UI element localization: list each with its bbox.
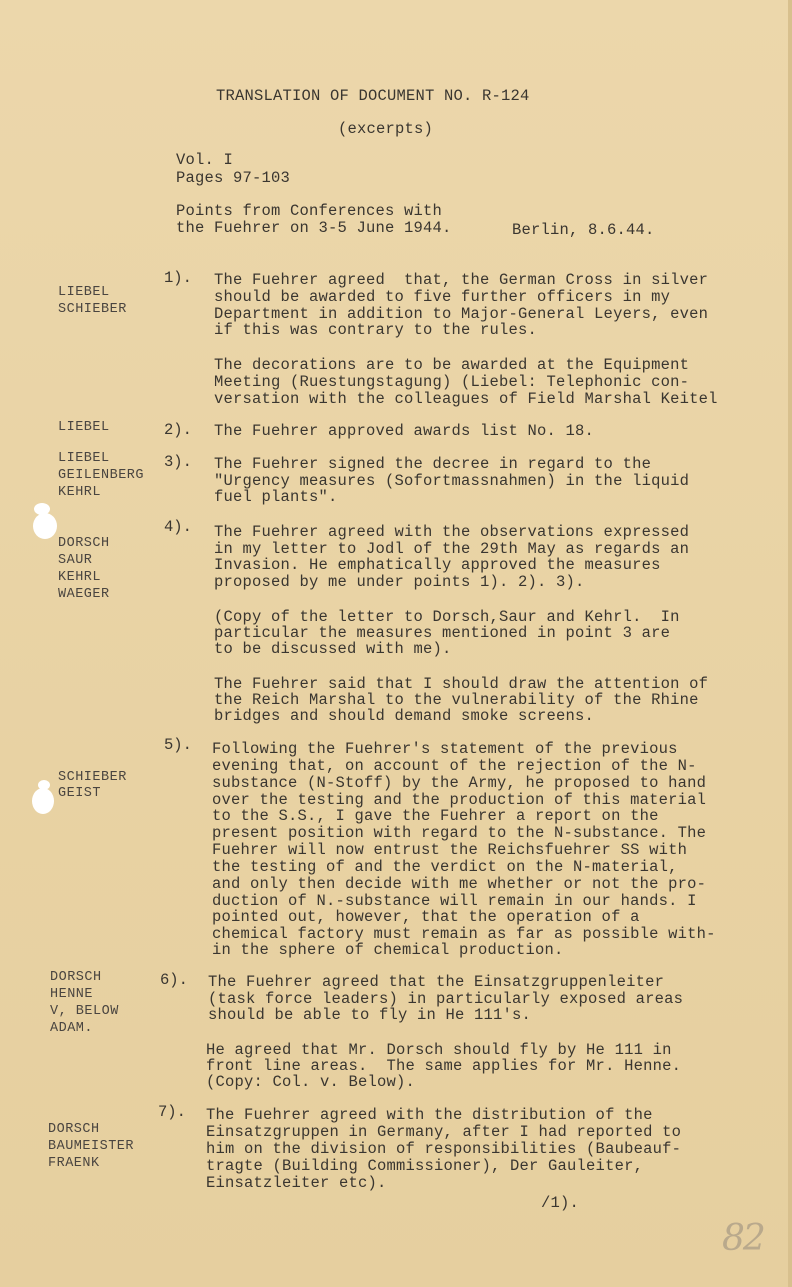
paragraph-line: him on the division of responsibilities (Baubeauf-	[206, 1140, 682, 1158]
paragraph-line: in my letter to Jodl of the 29th May as regards an	[214, 540, 690, 558]
punch-hole	[32, 788, 54, 814]
paragraph-line: chemical factory must remain as far as possible with-	[212, 925, 716, 943]
paragraph-line: evening that, on account of the rejection of the N-	[212, 757, 697, 775]
margin-name: SCHIEBER	[58, 302, 127, 317]
item-number: 6).	[160, 971, 188, 989]
paragraph-line: The Fuehrer approved awards list No. 18.	[214, 422, 595, 440]
paragraph-line: present position with regard to the N-substance. The	[212, 824, 707, 842]
paragraph-line: and only then decide with me whether or not the pro-	[212, 875, 707, 893]
paragraph-line: The Fuehrer signed the decree in regard to the	[214, 455, 652, 473]
punch-hole-tear	[38, 780, 50, 790]
paragraph-line: Einsatzgruppen in Germany, after I had reported to	[206, 1123, 682, 1141]
margin-name: BAUMEISTER	[48, 1139, 135, 1154]
paragraph-line: bridges and should demand smoke screens.	[214, 707, 595, 725]
margin-name: KEHRL	[58, 570, 102, 585]
paragraph-line: particular the measures mentioned in point 3 are	[214, 624, 671, 642]
intro-line: the Fuehrer on 3-5 June 1944.	[176, 219, 452, 237]
margin-name: FRAENK	[48, 1156, 100, 1171]
margin-name: LIEBEL	[58, 285, 110, 300]
paragraph-line: Department in addition to Major-General Leyers, even	[214, 305, 709, 323]
paragraph-line: in the sphere of chemical production.	[212, 941, 564, 959]
item-number: 7).	[158, 1103, 186, 1121]
paragraph-line: should be able to fly in He 111's.	[208, 1006, 532, 1024]
paragraph-line: pointed out, however, that the operation of a	[212, 908, 640, 926]
margin-name: GEILENBERG	[58, 468, 145, 483]
margin-name: LIEBEL	[58, 420, 110, 435]
paragraph-line: if this was contrary to the rules.	[214, 321, 538, 339]
margin-name: V, BELOW	[50, 1004, 119, 1019]
margin-name: DORSCH	[58, 536, 110, 551]
paragraph-line: The Fuehrer agreed with the observations expressed	[214, 523, 690, 541]
paragraph-line: The Fuehrer agreed that, the German Cross in silver	[214, 271, 709, 289]
paragraph-line: (Copy of the letter to Dorsch,Saur and Kehrl. In	[214, 608, 680, 626]
margin-name: GEIST	[58, 786, 102, 801]
item-number: 5).	[164, 736, 192, 754]
paragraph-line: Following the Fuehrer's statement of the previous	[212, 740, 678, 758]
paragraph-line: (Copy: Col. v. Below).	[206, 1073, 416, 1091]
paragraph-line: the testing of and the verdict on the N-material,	[212, 858, 678, 876]
paragraph-line: "Urgency measures (Sofortmassnahmen) in the liquid	[214, 472, 690, 490]
paragraph-line: to the S.S., I gave the Fuehrer a report on the	[212, 807, 659, 825]
item-number: 4).	[164, 518, 192, 536]
margin-name: DORSCH	[50, 970, 102, 985]
paper-edge	[788, 0, 792, 1287]
item-number: 1).	[164, 269, 192, 287]
paragraph-line: The Fuehrer agreed that the Einsatzgruppenleiter	[208, 973, 665, 991]
margin-name: HENNE	[50, 987, 94, 1002]
paragraph-line: The decorations are to be awarded at the Equipment	[214, 356, 690, 374]
paragraph-line: He agreed that Mr. Dorsch should fly by He 111 in	[206, 1041, 672, 1059]
paragraph-line: tragte (Building Commissioner), Der Gauleiter,	[206, 1157, 644, 1175]
paragraph-line: versation with the colleagues of Field Marshal Keitel	[214, 390, 718, 408]
item-number: 2).	[164, 421, 192, 439]
paragraph-line: The Fuehrer agreed with the distribution of the	[206, 1106, 653, 1124]
punch-hole-tear	[34, 503, 50, 515]
paragraph-line: Einsatzleiter etc).	[206, 1174, 387, 1192]
paragraph-line: the Reich Marshal to the vulnerability of the Rhine	[214, 691, 699, 709]
margin-name: KEHRL	[58, 485, 102, 500]
volume: Vol. I	[176, 151, 234, 169]
paragraph-line: front line areas. The same applies for Mr. Henne.	[206, 1057, 682, 1075]
punch-hole	[33, 513, 57, 539]
margin-name: SCHIEBER	[58, 770, 127, 785]
document-title: TRANSLATION OF DOCUMENT NO. R-124	[216, 87, 530, 105]
item-number: 3).	[164, 453, 192, 471]
place-date: Berlin, 8.6.44.	[512, 221, 655, 239]
handwritten-folio-number: 82	[722, 1218, 764, 1259]
page-range: Pages 97-103	[176, 169, 291, 187]
paragraph-line: The Fuehrer said that I should draw the attention of	[214, 675, 709, 693]
margin-name: LIEBEL	[58, 451, 110, 466]
paragraph-line: substance (N-Stoff) by the Army, he proposed to hand	[212, 774, 707, 792]
paragraph-line: fuel plants".	[214, 488, 338, 506]
intro-line: Points from Conferences with	[176, 202, 443, 220]
paragraph-line: (task force leaders) in particularly exposed areas	[208, 990, 684, 1008]
margin-name: ADAM.	[50, 1021, 94, 1036]
margin-name: WAEGER	[58, 587, 110, 602]
paragraph-line: to be discussed with me).	[214, 640, 452, 658]
paragraph-line: should be awarded to five further officers in my	[214, 288, 671, 306]
paragraph-line: Invasion. He emphatically approved the measures	[214, 556, 661, 574]
document-subtitle: (excerpts)	[338, 120, 434, 138]
paragraph-line: Fuehrer will now entrust the Reichsfuehrer SS with	[212, 841, 688, 859]
margin-name: SAUR	[58, 553, 93, 568]
continuation-marker: /1).	[541, 1194, 580, 1212]
paragraph-line: Meeting (Ruestungstagung) (Liebel: Telephonic con-	[214, 373, 690, 391]
paragraph-line: over the testing and the production of this material	[212, 791, 707, 809]
paragraph-line: proposed by me under points 1). 2). 3).	[214, 573, 585, 591]
paragraph-line: duction of N.-substance will remain in our hands. I	[212, 892, 697, 910]
margin-name: DORSCH	[48, 1122, 100, 1137]
